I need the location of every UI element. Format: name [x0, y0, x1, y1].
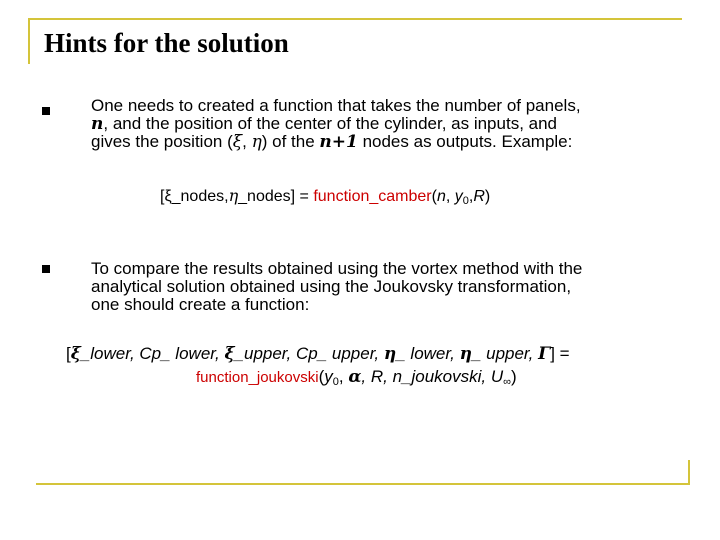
- top-rule: [28, 18, 682, 20]
- left-rule: [28, 18, 30, 64]
- bullet-text-1: One needs to created a function that takes the number of panels, n, and the position of the center of the cylinder, as inputs, and gives the position (ξ, η) of the n+1 nodes as outputs. Example:: [91, 96, 581, 152]
- bullet-marker-2: [42, 265, 50, 273]
- right-rule: [688, 460, 690, 485]
- joukowski-equation-lhs: [ξ_lower, Cp_ lower, ξ_upper, Cp_ upper, η_ lower, η_ upper, Γ] =: [66, 344, 570, 364]
- bullet-text-2: To compare the results obtained using the vortex method with the analytical solution obtained using the Joukovsky transformation, one should create a function:: [91, 259, 583, 314]
- function-camber-name: function_camber: [313, 188, 432, 205]
- slide-title: Hints for the solution: [44, 28, 289, 58]
- example-equation: [ξ_nodes,η_nodes] = function_camber(n, $y_0,R$): [160, 186, 491, 207]
- function-joukovski-name: function_joukovski: [196, 369, 319, 386]
- joukowski-equation-rhs: $function\_joukovski(y_0$, α, R, n_joukovski, $U_\infty$): [196, 367, 517, 388]
- bottom-rule: [36, 483, 690, 485]
- bullet-marker-1: [42, 107, 50, 115]
